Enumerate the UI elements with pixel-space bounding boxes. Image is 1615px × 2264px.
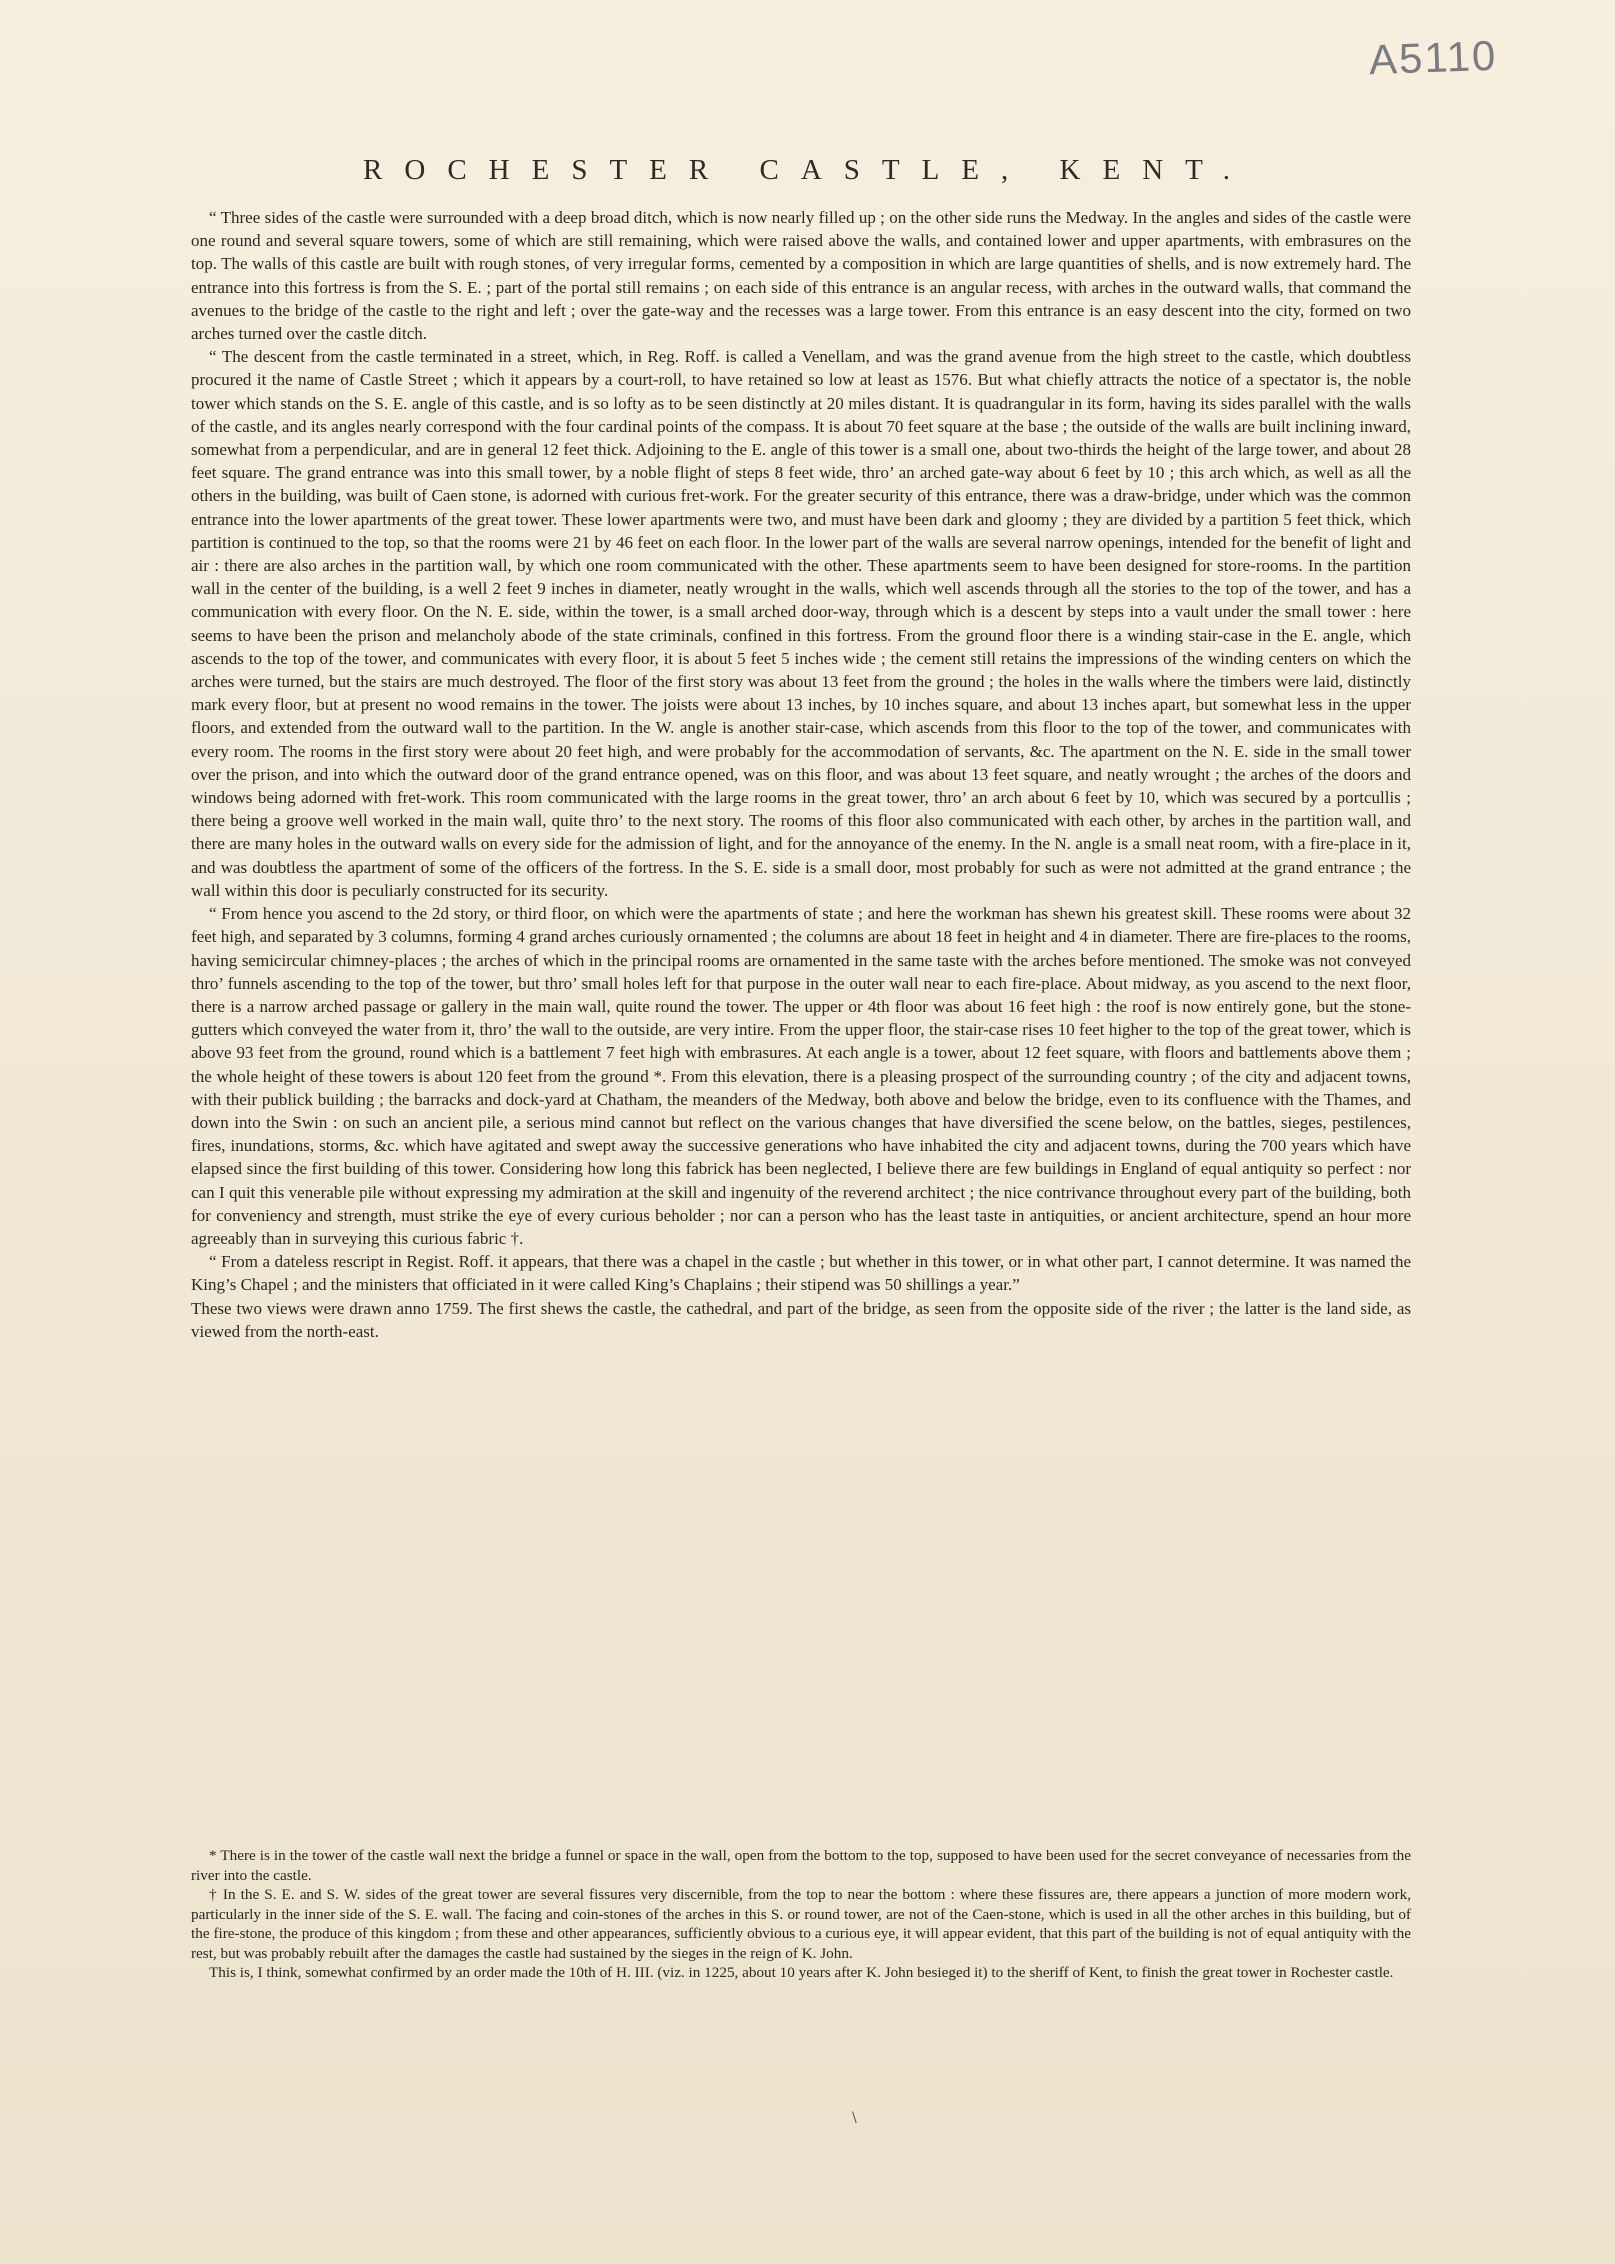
handwritten-catalog-number: A5110 <box>1367 31 1498 84</box>
paragraph-state-apartments: “ From hence you ascend to the 2d story, or third floor, on which were the apartments of state ; and here the workman has shewn his greatest skill. These rooms were about 32 feet high, and separated by 3 columns, forming 4 grand arches curiously ornamented ; the columns are about 18 feet in height and 4 in diameter. There are fire-places to the rooms, having semicircular chimney-places ; the arches of which in the principal rooms are ornamented in the same taste with the arches before mentioned. The smoke was not conveyed thro’ funnels ascending to the top of the tower, but thro’ small holes left for that purpose in the outer wall near to each fire-place. About midway, as you ascend to the next floor, there is a narrow arched passage or gallery in the main wall, quite round the tower. The upper or 4th floor was about 16 feet high : the roof is now entirely gone, but the stone-gutters which conveyed the water from it, thro’ the wall to the outside, are very intire. From the upper floor, the stair-case rises 10 feet higher to the top of the great tower, which is above 93 feet from the ground, round which is a battlement 7 feet high with embrasures. At each angle is a tower, about 12 feet square, with floors and battlements above them ; the whole height of these towers is about 120 feet from the ground *. From this elevation, there is a pleasing prospect of the surrounding country ; of the city and adjacent towns, with their publick building ; the barracks and dock-yard at Chatham, the meanders of the Medway, both above and below the bridge, even to its confluence with the Thames, and down into the Swin : on such an ancient pile, a serious mind cannot but reflect on the various changes that have diversified the scene below, on the battles, sieges, pestilences, fires, inundations, storms, &c. which have agitated and swept away the successive generations who have inhabited the city and adjacent towns, during the 700 years which have elapsed since the first building of this tower. Considering how long this fabrick has been neglected, I believe there are few buildings in England of equal antiquity so perfect : nor can I quit this venerable pile without expressing my admiration at the skill and ingenuity of the reverend architect ; the nice contrivance throughout every part of the building, both for conveniency and strength, must strike the eye of every curious beholder ; nor can a person who has the least taste in antiquities, or ancient architecture, spend an hour more agreeably than in surveying this curious fabric †. <box>191 904 1411 1248</box>
footnotes <box>191 1846 1411 1983</box>
footnote-fissures: † In the S. E. and S. W. sides of the great tower are several fissures very discernible, from the top to near the bottom : where these fissures are, there appears a junction of more modern work, particularly in the inner side of the S. E. wall. The facing and coin-stones of the arches in this S. or round tower, are not of the Caen-stone, which is used in all the other arches in this building, but of the fire-stone, the produce of this kingdom ; from these and other appearances, sufficiently obvious to a curious eye, it will appear evident, that this part of the building is not of equal antiquity with the rest, but was probably rebuilt after the damages the castle had sustained by the sieges in the reign of K. John. <box>191 1886 1411 1962</box>
footnote-order: This is, I think, somewhat confirmed by an order made the 10th of H. III. (viz. in 1225, about 10 years after K. John besieged it) to the sheriff of Kent, to finish the great tower in Rochester castle. <box>209 1964 1394 1981</box>
body-text <box>191 206 1411 1343</box>
paragraph-views: These two views were drawn anno 1759. The first shews the castle, the cathedral, and part of the bridge, as seen from the opposite side of the river ; the latter is the land side, as viewed from the north-east. <box>191 1298 1411 1341</box>
footnote-funnel: * There is in the tower of the castle wall next the bridge a funnel or space in the wall, open from the bottom to the top, supposed to have been used for the secret conveyance of necessaries from the river into the castle. <box>191 1847 1411 1884</box>
paragraph-chapel: “ From a dateless rescript in Regist. Roff. it appears, that there was a chapel in the castle ; but whether in this tower, or in what other part, I cannot determine. It was named the King’s Chapel ; and the ministers that officiated in it were called King’s Chaplains ; their stipend was 50 shillings a year.” <box>191 1252 1411 1295</box>
paragraph-castle-walls: “ Three sides of the castle were surrounded with a deep broad ditch, which is now nearly filled up ; on the other side runs the Medway. In the angles and sides of the castle were one round and several square towers, some of which are still remaining, which were raised above the walls, and contained lower and upper apartments, with embrasures on the top. The walls of this castle are built with rough stones, of very irregular forms, cemented by a composition in which are large quantities of shells, and is now extremely hard. The entrance into this fortress is from the S. E. ; part of the portal still remains ; on each side of this entrance is an angular recess, with arches in the outward walls, that command the avenues to the bridge of the castle to the right and left ; over the gate-way and the recesses was a large tower. From this entrance is an easy descent into the city, formed on two arches turned over the castle ditch. <box>191 208 1411 344</box>
page-title: ROCHESTER CASTLE, KENT. <box>363 154 1252 186</box>
page-mark: \ <box>852 2110 857 2126</box>
paragraph-great-tower: “ The descent from the castle terminated in a street, which, in Reg. Roff. is called a Venellam, and was the grand avenue from the high street to the castle, which doubtless procured it the name of Castle Street ; which it appears by a court-roll, to have retained so low at least as 1576. But what chiefly attracts the notice of a spectator is, the noble tower which stands on the S. E. angle of this castle, and is so lofty as to be seen distinctly at 20 miles distant. It is quadrangular in its form, having its sides parallel with the walls of the castle, and its angles nearly correspond with the four cardinal points of the compass. It is about 70 feet square at the base ; the outside of the walls are built inclining inward, somewhat from a perpendicular, and are in general 12 feet thick. Adjoining to the E. angle of this tower is a small one, about two-thirds the height of the large tower, and about 28 feet square. The grand entrance was into this small tower, by a noble flight of steps 8 feet wide, thro’ an arched gate-way about 6 feet by 10 ; this arch which, as well as all the others in the building, was built of Caen stone, is adorned with curious fret-work. For the greater security of this entrance, there was a draw-bridge, under which was the common entrance into the lower apartments of the great tower. These lower apartments were two, and must have been dark and gloomy ; they are divided by a partition 5 feet thick, which partition is continued to the top, so that the rooms were 21 by 46 feet on each floor. In the lower part of the walls are several narrow openings, intended for the benefit of light and air : there are also arches in the partition wall, by which one room communicated with the other. These apartments seem to have been designed for store-rooms. In the partition wall in the center of the building, is a well 2 feet 9 inches in diameter, neatly wrought in the walls, which well ascends through all the stories to the top of the tower, and has a communication with every floor. On the N. E. side, within the tower, is a small arched door-way, through which is a descent by steps into a vault under the small tower : here seems to have been the prison and melancholy abode of the state criminals, confined in this fortress. From the ground floor there is a winding stair-case in the E. angle, which ascends to the top of the tower, and communicates with every floor, it is about 5 feet 5 inches wide ; the cement still retains the impressions of the winding centers on which the arches were turned, but the stairs are much destroyed. The floor of the first story was about 13 feet from the ground ; the holes in the walls where the timbers were laid, distinctly mark every floor, but at present no wood remains in the tower. The joists were about 13 inches, by 10 inches square, and about 13 inches apart, but somewhat less in the upper floors, and extended from the outward wall to the partition. In the W. angle is another stair-case, which ascends from this floor to the top of the tower, and communicates with every room. The rooms in the first story were about 20 feet high, and were probably for the accommodation of servants, &c. The apartment on the N. E. side in the small tower over the prison, and into which the outward door of the grand entrance opened, was on this floor, and was about 13 feet square, and neatly wrought ; the arches of the doors and windows being adorned with fret-work. This room communicated with the large rooms in the great tower, thro’ an arch about 6 feet by 10, which was secured by a portcullis ; there being a groove well worked in the main wall, quite thro’ to the next story. The rooms of this floor also communicated with each other, by arches in the partition wall, and there are many holes in the outward walls on every side for the admission of light, and for the annoyance of the enemy. In the N. angle is a small neat room, with a fire-place in it, and was doubtless the apartment of some of the officers of the fortress. In the S. E. side is a small door, most probably for such as were not admitted at the grand entrance ; the wall within this door is peculiarly constructed for its security. <box>191 347 1411 900</box>
